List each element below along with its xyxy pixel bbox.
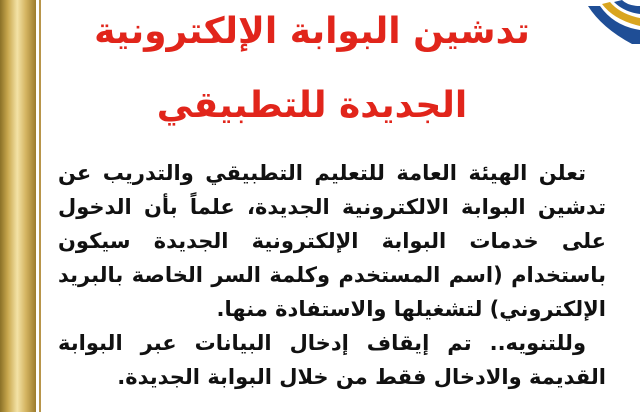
announcement-body (58, 156, 606, 394)
announcement-note-paragraph: وللتنويه.. تم إيقاف إدخال البيانات عبر البوابة القديمة والادخال فقط من خلال البوابة الجديدة. (58, 331, 606, 389)
announcement-title-line-1: تدشين البوابة الإلكترونية (94, 11, 530, 52)
announcement-paragraph: تعلن الهيئة العامة للتعليم التطبيقي والتدريب عن تدشين البوابة الالكترونية الجديدة، علماً بأن الدخول على خدمات البوابة الإلكترونية الجديدة سيكون باستخدام (اسم المستخدم وكلمة السر الخاصة بالبريد الإلكتروني) لتشغيلها والاستفادة منها. (58, 161, 606, 321)
decorative-gold-border (0, 0, 36, 412)
paaet-logo-icon (574, 0, 640, 46)
announcement-title-line-2: الجديدة للتطبيقي (156, 85, 468, 126)
